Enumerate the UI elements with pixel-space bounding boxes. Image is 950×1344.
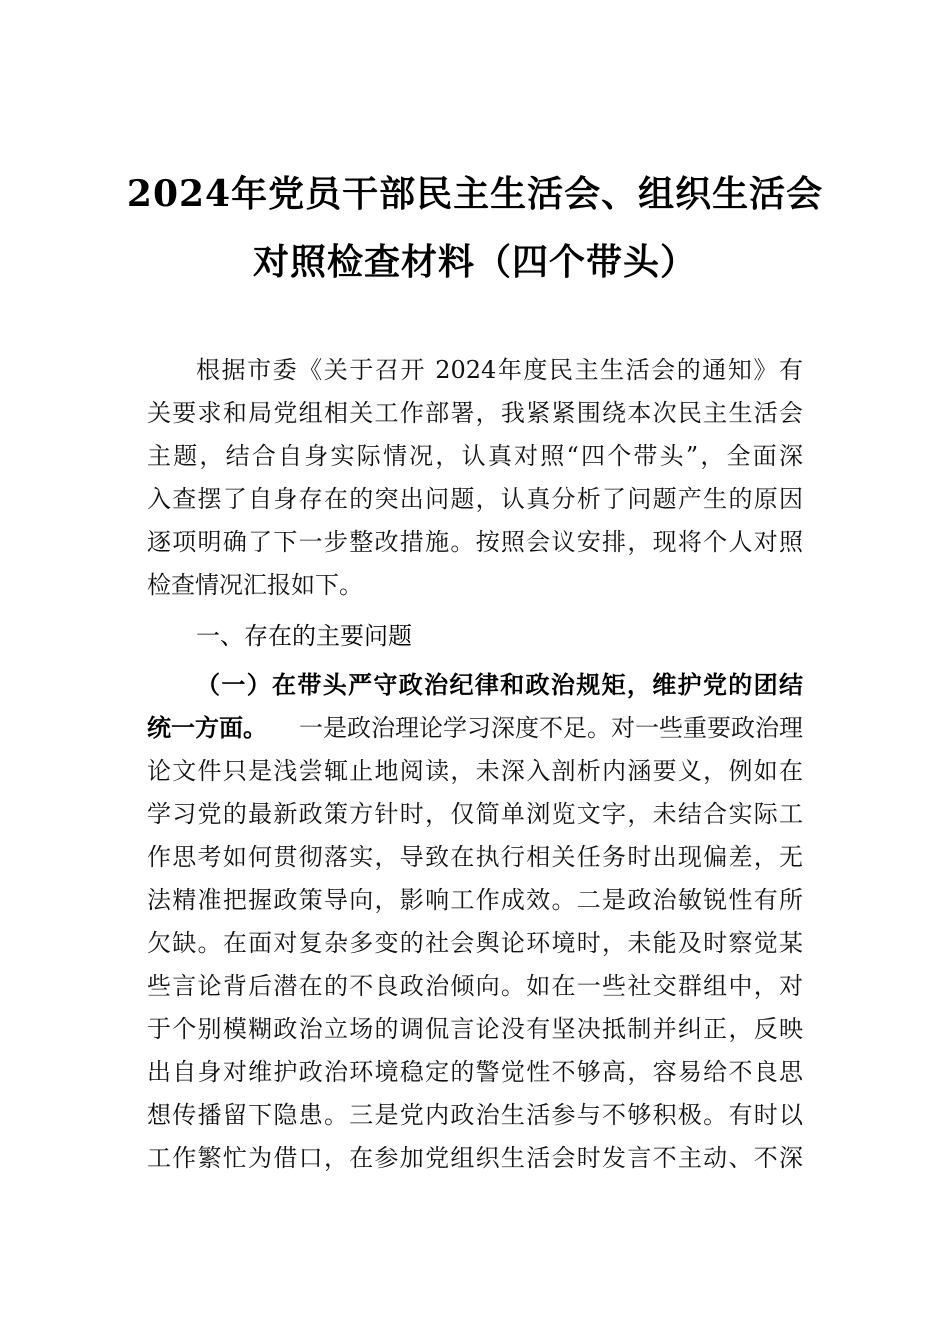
intro-paragraph-line: 根据市委《关于召开 2024年度民主生活会的通知》有	[196, 356, 803, 384]
subsection-paragraph-line: 想传播留下隐患。三是党内政治生活参与不够积极。有时以	[147, 1101, 803, 1129]
subsection-paragraph-line	[147, 713, 803, 743]
document-title-line-1: 2024年党员干部民主生活会、组织生活会	[126, 173, 824, 215]
intro-paragraph-line: 检查情况汇报如下。	[147, 571, 363, 599]
subsection-paragraph-line: 于个别模糊政治立场的调侃言论没有坚决抵制并纠正，反映	[147, 1015, 803, 1043]
subsection-heading-line: （一）在带头严守政治纪律和政治规矩，维护党的团结	[196, 670, 803, 699]
subsection-paragraph-line: 学习党的最新政策方针时，仅简单浏览文字，未结合实际工	[147, 800, 803, 828]
intro-paragraph-line: 入查摆了自身存在的突出问题，认真分析了问题产生的原因	[147, 485, 803, 513]
subsection-paragraph-line: 论文件只是浅尝辄止地阅读，未深入剖析内涵要义，例如在	[147, 757, 803, 785]
subsection-paragraph-line: 出自身对维护政治环境稳定的警觉性不够高，容易给不良思	[147, 1058, 803, 1086]
intro-paragraph-line: 关要求和局党组相关工作部署，我紧紧围绕本次民主生活会	[147, 399, 803, 427]
subsection-text: 一是政治理论学习深度不足。对一些重要政治理	[299, 714, 803, 742]
section-heading: 一、存在的主要问题	[196, 622, 412, 650]
intro-paragraph-line: 逐项明确了下一步整改措施。按照会议安排，现将个人对照	[147, 528, 803, 556]
subsection-heading-end: 统一方面。	[147, 713, 267, 742]
subsection-paragraph-line: 欠缺。在面对复杂多变的社会舆论环境时，未能及时察觉某	[147, 929, 803, 957]
subsection-paragraph-line: 作思考如何贯彻落实，导致在执行相关任务时出现偏差，无	[147, 843, 803, 871]
intro-paragraph-line: 主题，结合自身实际情况，认真对照“四个带头”，全面深	[147, 442, 803, 470]
subsection-paragraph-line: 工作繁忙为借口，在参加党组织生活会时发言不主动、不深	[147, 1144, 803, 1172]
subsection-paragraph-line: 些言论背后潜在的不良政治倾向。如在一些社交群组中，对	[147, 972, 803, 1000]
document-title-line-2: 对照检查材料（四个带头）	[252, 241, 697, 283]
subsection-paragraph-line: 法精准把握政策导向，影响工作成效。二是政治敏锐性有所	[147, 886, 803, 914]
